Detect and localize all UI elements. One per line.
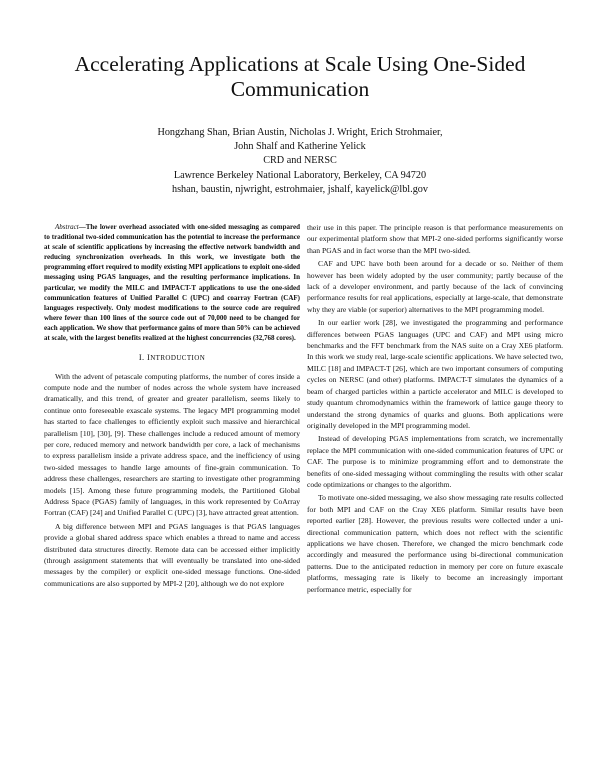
author-block	[60, 126, 540, 197]
right-paragraph-4: Instead of developing PGAS implementations from scratch, we incrementally replace the MPI communication with one-sided communication features of UPC or CAF. The purpose is to minimize programming effort and to demonstrate the benefits of one-sided messaging without commingling the results with other scalar code optimizations or changes to the algorithm.	[307, 434, 563, 489]
abstract-text: —The lower overhead associated with one-sided messaging as compared to traditional two-sided communication has the potential to increase the performance at scale of scientific applications by increasing the effective network bandwidth and reducing synchronization overheads. In this work, we investigate both the programming effort required to modify existing MPI applications to exploit one-sided messaging using PGAS languages, and the resulting performance implications. In particular, we modify the MILC and IMPACT-T applications to use the one-sided communication features of Unified Parallel C (UPC) and coarray Fortran (CAF) languages respectively. Only modest modifications to the source code are required where fewer than 100 lines of the source code out of 70,000 need to be changed for each application. We show that performance gains of more than 50% can be achieved at scale, with the largest benefits realized at the highest concurrencies (32,768 cores).	[44, 223, 300, 343]
affiliation-2: Lawrence Berkeley National Laboratory, Berkeley, CA 94720	[173, 169, 427, 181]
section-heading-introduction	[44, 352, 300, 364]
section-number: I.	[138, 353, 145, 363]
affiliation-1: CRD and NERSC	[263, 155, 337, 167]
section-name-rest: NTRODUCTION	[150, 354, 206, 363]
title-line-2: Communication	[230, 77, 370, 101]
author-emails: hshan, baustin, njwright, estrohmaier, jshalf, kayelick@lbl.gov	[172, 183, 428, 195]
right-paragraph-1: their use in this paper. The principle reason is that performance measurements on our experimental platform show that MPI-2 one-sided performs significantly worse than PGAS and in fact worse than the MPI two-sided.	[307, 223, 563, 255]
right-paragraph-2: CAF and UPC have both been around for a decade or so. Neither of them however has been widely adopted by the user community; partly because of the lack of a developer environment, and partly because of the lack of convincing performance results for real applications, especially at large-scale, that demonstrate why they are viable (or superior) alternatives to the MPI programming model.	[307, 259, 563, 314]
right-column	[307, 222, 563, 595]
authors-line-2: John Shalf and Katherine Yelick	[234, 141, 366, 153]
section-name-initial: I	[147, 353, 151, 363]
abstract	[44, 222, 300, 343]
right-paragraph-3: In our earlier work [28], we investigated the programming and performance differences between PGAS languages (UPC and CAF) and MPI using micro benchmarks and the FFT benchmark from the NAS suite on a Cray XE6 platform. In this work we study real, large-scale scientific applications. We have selected two, MILC [18] and IMPACT-T [26], which are two important consumers of computing cycles on NERSC (and other) platforms. IMPACT-T simulates the dynamics of a beam of charged particles within a particle accelerator and MILC is developed to study quantum chromodynamics within the framework of lattice gauge theory to understand the strong dynamics of quarks and gluons. Both applications were originally developed in the MPI programming model.	[307, 318, 563, 430]
right-paragraph-5: To motivate one-sided messaging, we also show messaging rate results collected for both MPI and CAF on the Cray XE6 platform. Similar results have been reported earlier [28]. However, the previous results were collected under a uni-directional communication pattern, which does not reflect with the scientific applications we have chosen. Therefore, we changed the micro benchmark code accordingly and measured the performance using bi-directional communication patterns. Due to the anticipated reduction in memory per core on future exascale platforms, messaging rate is likely to become an increasingly important performance metric, especially for	[307, 493, 563, 594]
abstract-lead: Abstract	[55, 223, 79, 231]
authors-line-1: Hongzhang Shan, Brian Austin, Nicholas J. Wright, Erich Strohmaier,	[157, 127, 443, 138]
paper-title	[40, 52, 560, 102]
left-column	[44, 222, 300, 589]
intro-paragraph-2: A big difference between MPI and PGAS languages is that PGAS languages provide a global shared address space which enables a thread to name and access distributed data structures directly. Remote data can be accessed either implicitly (through assignment statements that will eventually be translated into one-sided messages by the compiler) or explicit one-sided message functions. One-sided communications are also supported by MPI-2 [20], although we do not explore	[44, 521, 300, 588]
title-line-1: Accelerating Applications at Scale Using One-Sided	[74, 52, 526, 76]
intro-paragraph-1: With the advent of petascale computing platforms, the number of cores inside a compute node and the number of nodes across the whole system have increased dramatically, and this trend, of greater and greater parallelism, seems likely to continue onto foreseeable exascale systems. The legacy MPI programming model has started to face challenges to efficiently exploit such massive and hierarchical parallelism [10], [30], [9]. These challenges include a reduced amount of memory per core, reduced memory and network bandwidth per core, a lack of mechanisms to express parallelism inside a private address space, and the inefficiency of using two-sided messages to handle large amounts of fine-grain communication. To address these challenges, researchers are starting to investigate other programming models [15]. Among these future programming models, the Partitioned Global Address Space (PGAS) family of languages, in this work represented by CoArray Fortran (CAF) [24] and Unified Parallel C (UPC) [3], have attracted great attention.	[44, 371, 300, 518]
